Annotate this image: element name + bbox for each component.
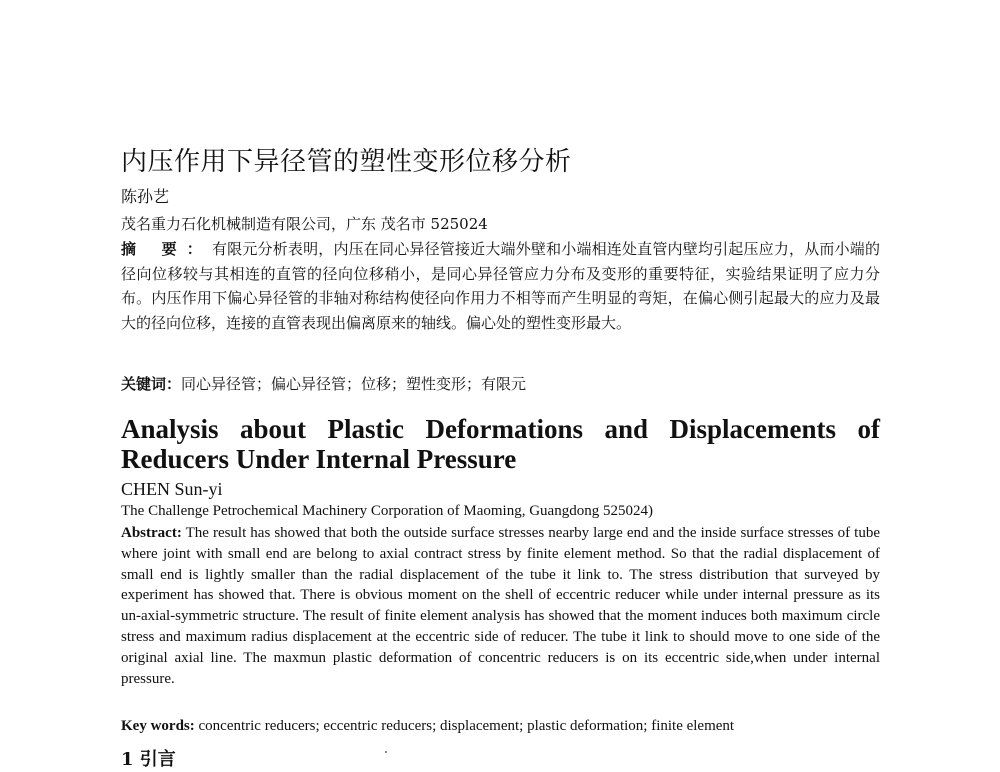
- chinese-keywords: [121, 373, 526, 395]
- english-keywords-text: concentric reducers; eccentric reducers; displacement; plastic deformation; finite element: [198, 718, 735, 734]
- english-title: Analysis about Plastic Deformations and Displacements of Reducers Under Internal Pressure: [121, 414, 880, 474]
- english-keywords: [121, 715, 734, 737]
- english-keywords-label: Key words:: [121, 718, 195, 734]
- chinese-author: 陈孙艺: [121, 187, 170, 206]
- english-abstract-text: The result has showed that both the outside surface stresses nearby large end and the inside surface stresses of tube where joint with small end are belong to axial contract stress by finite element method. So that the radial displacement of small end is lightly smaller than the radial displacement of the tube it link to. The stress distribution that surveyed by experiment has showed that. There is obvious moment on the shell of eccentric reducer while under internal pressure as its un-axial-symmetric structure. The result of finite element analysis has showed that the moment induces both maximum circle stress and maximum radius displacement at the eccentric side of reducer. The tube it link to should move to one side of the original axial line. The maxmun plastic deformation of concentric reducers is on its eccentric side,when under internal pressure.: [121, 525, 880, 687]
- english-abstract-label: Abstract:: [121, 525, 182, 541]
- chinese-title: 内压作用下异径管的塑性变形位移分析: [121, 147, 572, 177]
- chinese-affiliation: 茂名重力石化机械制造有限公司，广东 茂名市 525024: [121, 215, 488, 233]
- scan-speck: [385, 751, 387, 753]
- english-author: CHEN Sun-yi: [121, 479, 223, 499]
- section-heading-introduction: 1 引言: [121, 749, 176, 770]
- english-abstract: [121, 523, 880, 689]
- chinese-abstract-text: 有限元分析表明，内压在同心异径管接近大端外壁和小端相连处直管内壁均引起压应力，从而小端的径向位移较与其相连的直管的径向位移稍小，是同心异径管应力分布及变形的重要特征，实验结果证明了应力分布。内压作用下偏心异径管的非轴对称结构使径向作用力不相等而产生明显的弯矩，在偏心侧引起最大的应力及最大的径向位移，连接的直管表现出偏离原来的轴线。偏心处的塑性变形最大。: [121, 240, 880, 332]
- chinese-keywords-text: 同心异径管；偏心异径管；位移；塑性变形；有限元: [181, 375, 527, 393]
- chinese-abstract: [121, 237, 880, 335]
- chinese-abstract-label: 摘 要：: [121, 240, 212, 258]
- chinese-keywords-label: 关键词：: [121, 375, 182, 393]
- english-affiliation: The Challenge Petrochemical Machinery Corporation of Maoming, Guangdong 525024): [121, 503, 653, 519]
